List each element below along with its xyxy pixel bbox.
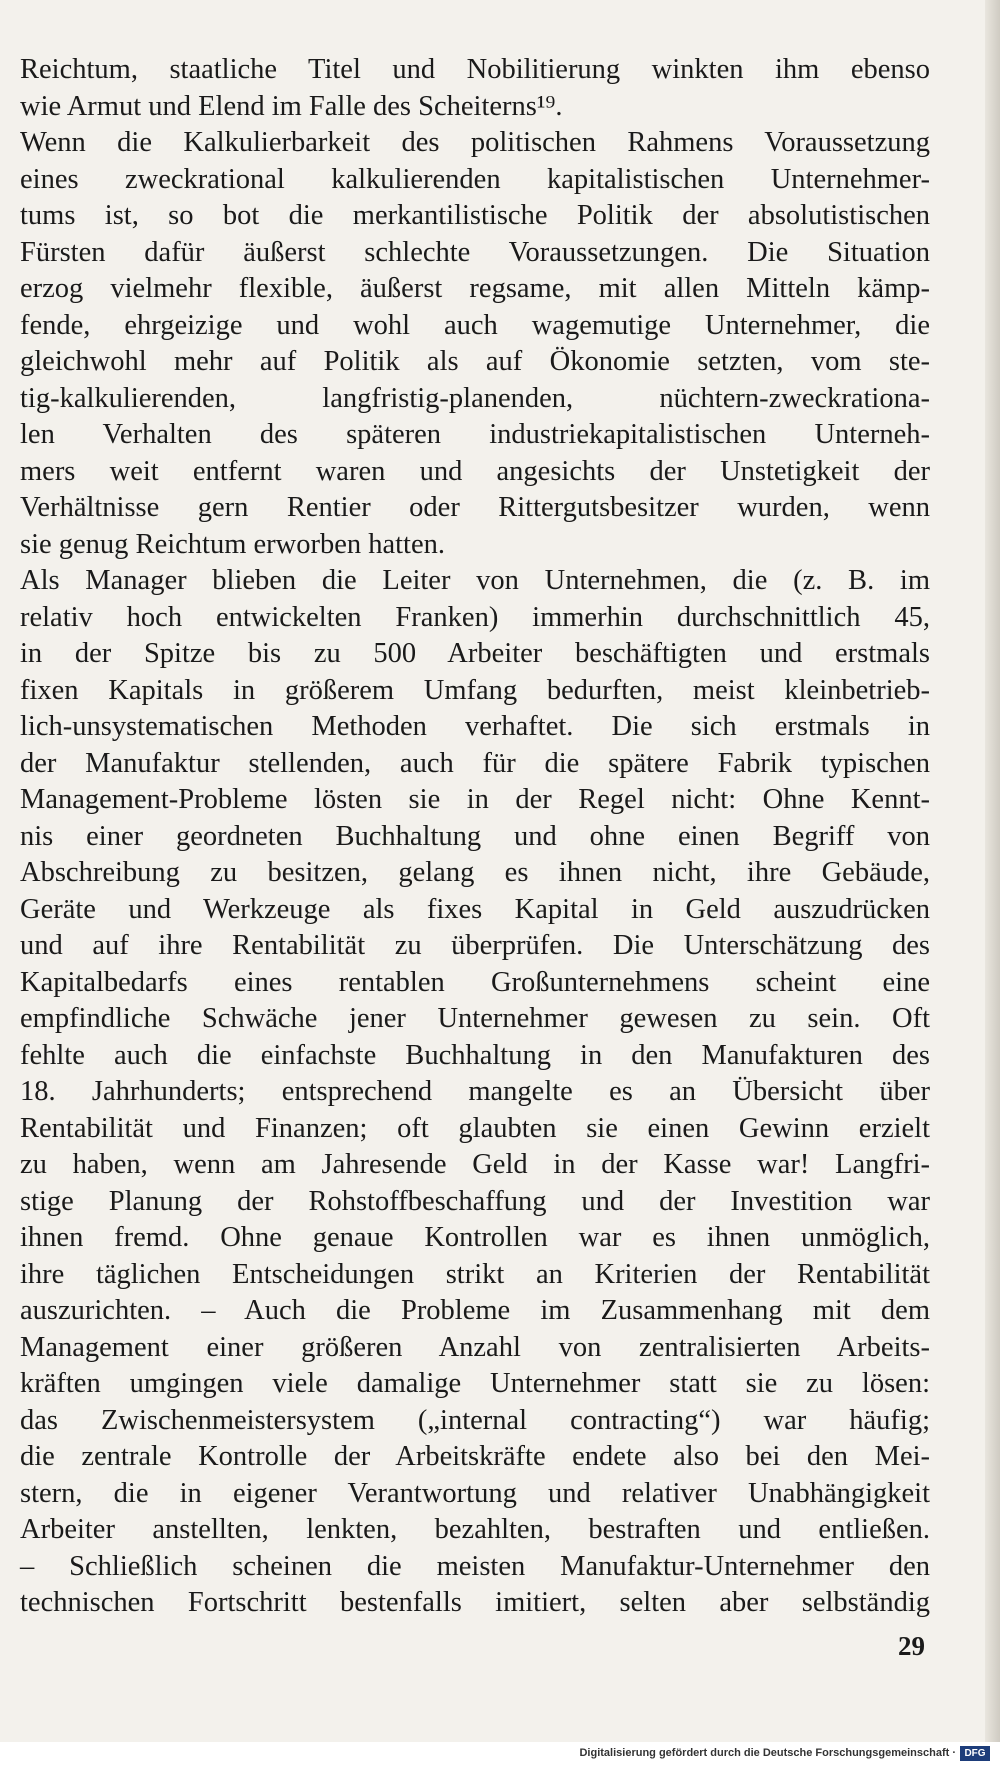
text-line: das Zwischenmeistersystem („internal contracting“) war häufig; (20, 1404, 930, 1436)
text-line: fende, ehrgeizige und wohl auch wagemutige Unternehmer, die (20, 309, 930, 341)
footer-bar (0, 1742, 1000, 1767)
text-line: stern, die in eigener Verantwortung und relativer Unabhängigkeit (20, 1477, 930, 1509)
text-line: technischen Fortschritt bestenfalls imitiert, selten aber selbständig (20, 1587, 930, 1618)
text-line: und auf ihre Rentabilität zu überprüfen. Die Unterschätzung des (20, 930, 930, 961)
dfg-logo-icon: DFG (960, 1746, 990, 1761)
text-line: Reichtum, staatliche Titel und Nobilitierung winkten ihm ebenso (20, 54, 930, 85)
text-line: erzog vielmehr flexible, äußerst regsame, mit allen Mitteln kämp- (20, 273, 930, 304)
text-line: eines zweckrational kalkulierenden kapitalistischen Unternehmer- (20, 163, 930, 195)
text-line: in der Spitze bis zu 500 Arbeiter beschäftigten und erstmals (20, 638, 930, 669)
text-line: len Verhalten des späteren industriekapitalistischen Unterneh- (20, 419, 930, 450)
text-line: Fürsten dafür äußerst schlechte Voraussetzungen. Die Situation (20, 236, 930, 268)
body-text (20, 52, 930, 1622)
text-line: empfindliche Schwäche jener Unternehmer gewesen zu sein. Oft (20, 1003, 930, 1034)
text-line: lich-unsystematischen Methoden verhaftet. Die sich erstmals in (20, 711, 930, 742)
text-line: Management-Probleme lösten sie in der Regel nicht: Ohne Kennt- (20, 784, 930, 815)
text-line: Management einer größeren Anzahl von zentralisierten Arbeits- (20, 1331, 930, 1363)
text-line: ihnen fremd. Ohne genaue Kontrollen war es ihnen unmöglich, (20, 1222, 930, 1253)
text-line: Rentabilität und Finanzen; oft glaubten sie einen Gewinn erzielt (20, 1112, 930, 1144)
text-line: mers weit entfernt waren und angesichts der Unstetigkeit der (20, 455, 930, 487)
text-line: fehlte auch die einfachste Buchhaltung in den Manufakturen des (20, 1039, 930, 1071)
text-line: der Manufaktur stellenden, auch für die spätere Fabrik typischen (20, 747, 930, 779)
text-line: Wenn die Kalkulierbarkeit des politischen Rahmens Voraussetzung (20, 127, 930, 158)
text-line: 18. Jahrhunderts; entsprechend mangelte es an Übersicht über (20, 1076, 930, 1107)
text-line: tig-kalkulierenden, langfristig-planenden, nüchtern-zweckrationa- (20, 382, 930, 414)
text-line: stige Planung der Rohstoffbeschaffung und der Investition war (20, 1185, 930, 1217)
footer-credit: Digitalisierung gefördert durch die Deutsche Forschungsgemeinschaft · (579, 1747, 956, 1759)
text-line: ihre täglichen Entscheidungen strikt an Kriterien der Rentabilität (20, 1258, 930, 1290)
text-line: fixen Kapitals in größerem Umfang bedurften, meist kleinbetrieb- (20, 674, 930, 706)
text-line: auszurichten. – Auch die Probleme im Zusammenhang mit dem (20, 1295, 930, 1326)
text-line: Abschreibung zu besitzen, gelang es ihnen nicht, ihre Gebäude, (20, 857, 930, 888)
text-line: Arbeiter anstellten, lenkten, bezahlten, bestraften und entließen. (20, 1514, 930, 1545)
text-line: kräften umgingen viele damalige Unternehmer statt sie zu lösen: (20, 1368, 930, 1399)
text-line: die zentrale Kontrolle der Arbeitskräfte endete also bei den Mei- (20, 1441, 930, 1472)
text-line: Verhältnisse gern Rentier oder Rittergutsbesitzer wurden, wenn (20, 492, 930, 523)
text-line: – Schließlich scheinen die meisten Manufaktur-Unternehmer den (20, 1550, 930, 1582)
text-line: gleichwohl mehr auf Politik als auf Ökonomie setzten, vom ste- (20, 346, 930, 377)
text-line: Kapitalbedarfs eines rentablen Großunternehmens scheint eine (20, 966, 930, 998)
text-line: nis einer geordneten Buchhaltung und ohne einen Begriff von (20, 820, 930, 852)
text-line: Als Manager blieben die Leiter von Unternehmen, die (z. B. im (20, 565, 930, 596)
text-line: zu haben, wenn am Jahresende Geld in der Kasse war! Langfri- (20, 1149, 930, 1180)
text-line: Geräte und Werkzeuge als fixes Kapital in Geld auszudrücken (20, 893, 930, 925)
page-edge-shadow (985, 0, 1000, 1767)
text-line: wie Armut und Elend im Falle des Scheiterns¹⁹. (20, 90, 563, 122)
text-line: sie genug Reichtum erworben hatten. (20, 528, 445, 560)
text-line: relativ hoch entwickelten Franken) immerhin durchschnittlich 45, (20, 601, 930, 633)
page-number: 29 (898, 1631, 925, 1661)
text-line: tums ist, so bot die merkantilistische Politik der absolutistischen (20, 200, 930, 231)
